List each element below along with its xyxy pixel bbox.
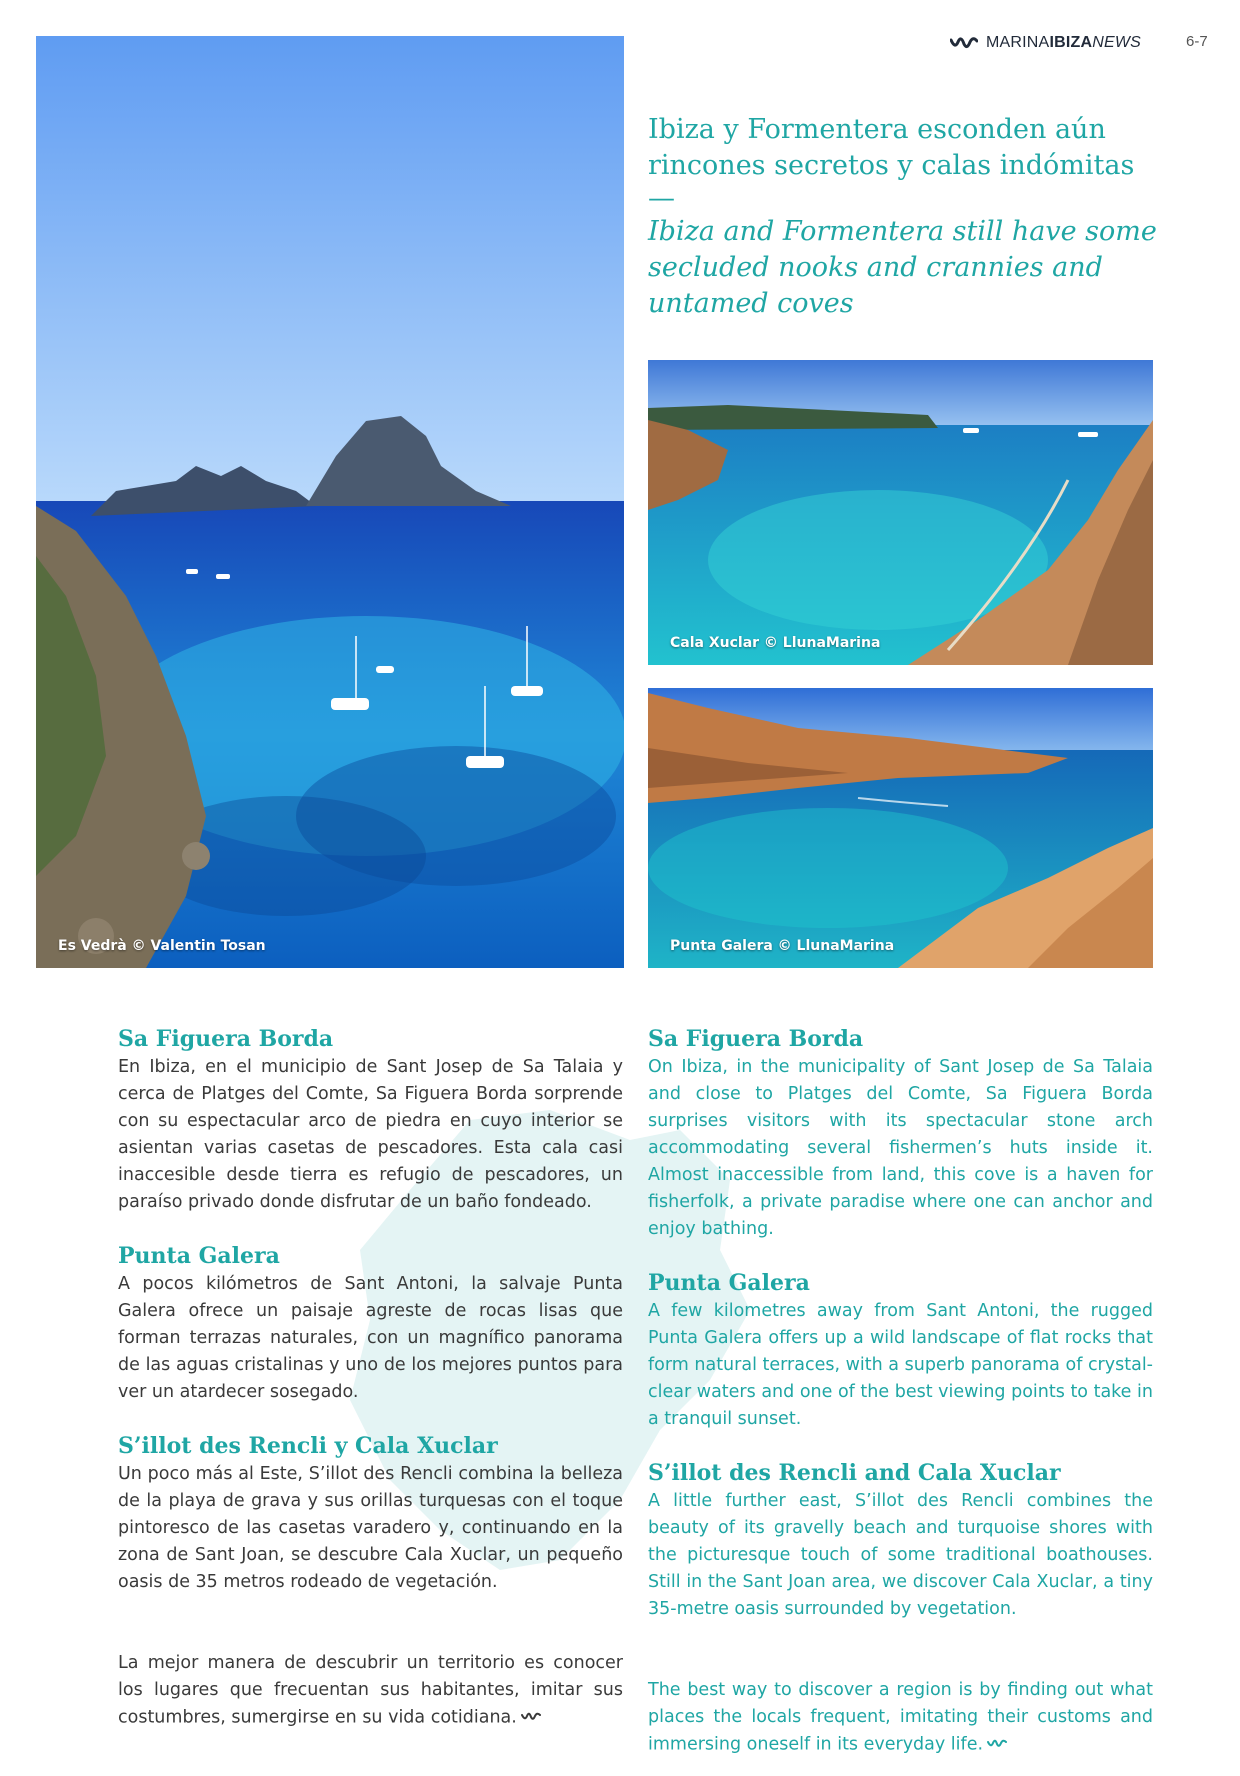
- photo-cala-xuclar: [648, 360, 1153, 665]
- headline: [648, 112, 1168, 322]
- section-title: Punta Galera: [118, 1243, 280, 1269]
- section-text: A few kilometres away from Sant Antoni, the rugged Punta Galera offers up a wild landscape of flat rocks that form natural terraces, with a superb panorama of crystal-clear waters and one of the best viewing points to take in a tranquil sunset.: [648, 1301, 1153, 1429]
- section-text: Un poco más al Este, S’illot des Rencli combina la belleza de la playa de grava y sus orillas turquesas con el toque pintoresco de las casetas varadero y, continuando en la zona de Sant Joan, se descubre Cala Xuclar, un pequeño oasis de 35 metros rodeado de vegetación.: [118, 1464, 623, 1592]
- photo-es-vedra: [36, 36, 624, 968]
- section-es-sa-figuera-borda: [118, 1025, 623, 1216]
- headline-spanish: Ibiza y Formentera esconden aún rincones secretos y calas indómitas: [648, 114, 1135, 181]
- section-title: Sa Figuera Borda: [118, 1026, 334, 1052]
- section-en-sillot-des-rencli: [648, 1459, 1153, 1623]
- section-text: On Ibiza, in the municipality of Sant Josep de Sa Talaia and close to Platges del Comte, Sa Figuera Borda surprises visitors with its spectacular stone arch accommodating several fishermen’s huts inside it. Almost inaccessible from land, this cove is a haven for fisherfolk, a private paradise where one can anchor and enjoy bathing.: [648, 1057, 1153, 1239]
- wave-end-icon: [521, 1704, 541, 1731]
- headline-english: Ibiza and Formentera still have some secluded nooks and crannies and untamed coves: [648, 216, 1157, 319]
- photo-caption-cala-xuclar: Cala Xuclar © LlunaMarina: [670, 635, 881, 651]
- wave-logo-icon: [950, 36, 978, 50]
- photo-caption-punta-galera: Punta Galera © LlunaMarina: [670, 938, 895, 954]
- closing-paragraph-es: La mejor manera de descubrir un territorio es conocer los lugares que frecuentan sus habitantes, imitar sus costumbres, sumergirse en su vida cotidiana.: [118, 1650, 623, 1732]
- closing-paragraph-en: The best way to discover a region is by finding out what places the locals frequent, imitating their customs and immersing oneself in its everyday life.: [648, 1677, 1153, 1759]
- section-title: Punta Galera: [648, 1270, 810, 1296]
- section-en-punta-galera: [648, 1269, 1153, 1433]
- brand-name: MARINAIBIZANEWS: [986, 34, 1142, 51]
- section-text: A pocos kilómetros de Sant Antoni, la salvaje Punta Galera ofrece un paisaje agreste de rocas lisas que forman terrazas naturales, con un magnífico panorama de las aguas cristalinas y uno de los mejores puntos para ver un atardecer sosegado.: [118, 1274, 623, 1402]
- section-en-sa-figuera-borda: [648, 1025, 1153, 1243]
- section-text: A little further east, S’illot des Rencli combines the beauty of its gravelly beach and turquoise shores with the picturesque touch of some traditional boathouses. Still in the Sant Joan area, we discover Cala Xuclar, a tiny 35-metre oasis surrounded by vegetation.: [648, 1491, 1153, 1619]
- section-text: En Ibiza, en el municipio de Sant Josep de Sa Talaia y cerca de Platges del Comte, Sa Figuera Borda sorprende con su espectacular arco de piedra en cuyo interior se asientan varias casetas de pescadores. Esta cala casi inaccesible desde tierra es refugio de pescadores, un paraíso privado donde disfrutar de un baño fondeado.: [118, 1057, 623, 1212]
- section-title: Sa Figuera Borda: [648, 1026, 864, 1052]
- brand-logo: [950, 32, 1141, 54]
- section-es-punta-galera: [118, 1242, 623, 1406]
- section-title: S’illot des Rencli y Cala Xuclar: [118, 1433, 498, 1459]
- page-number: 6-7: [1186, 33, 1208, 50]
- spanish-column: [118, 1025, 623, 1749]
- section-es-sillot-des-rencli: [118, 1432, 623, 1596]
- headline-dash: —: [648, 183, 675, 214]
- photo-punta-galera: [648, 688, 1153, 968]
- photo-caption-es-vedra: Es Vedrà © Valentin Tosan: [58, 938, 266, 954]
- english-column: [648, 1025, 1153, 1776]
- section-title: S’illot des Rencli and Cala Xuclar: [648, 1460, 1061, 1486]
